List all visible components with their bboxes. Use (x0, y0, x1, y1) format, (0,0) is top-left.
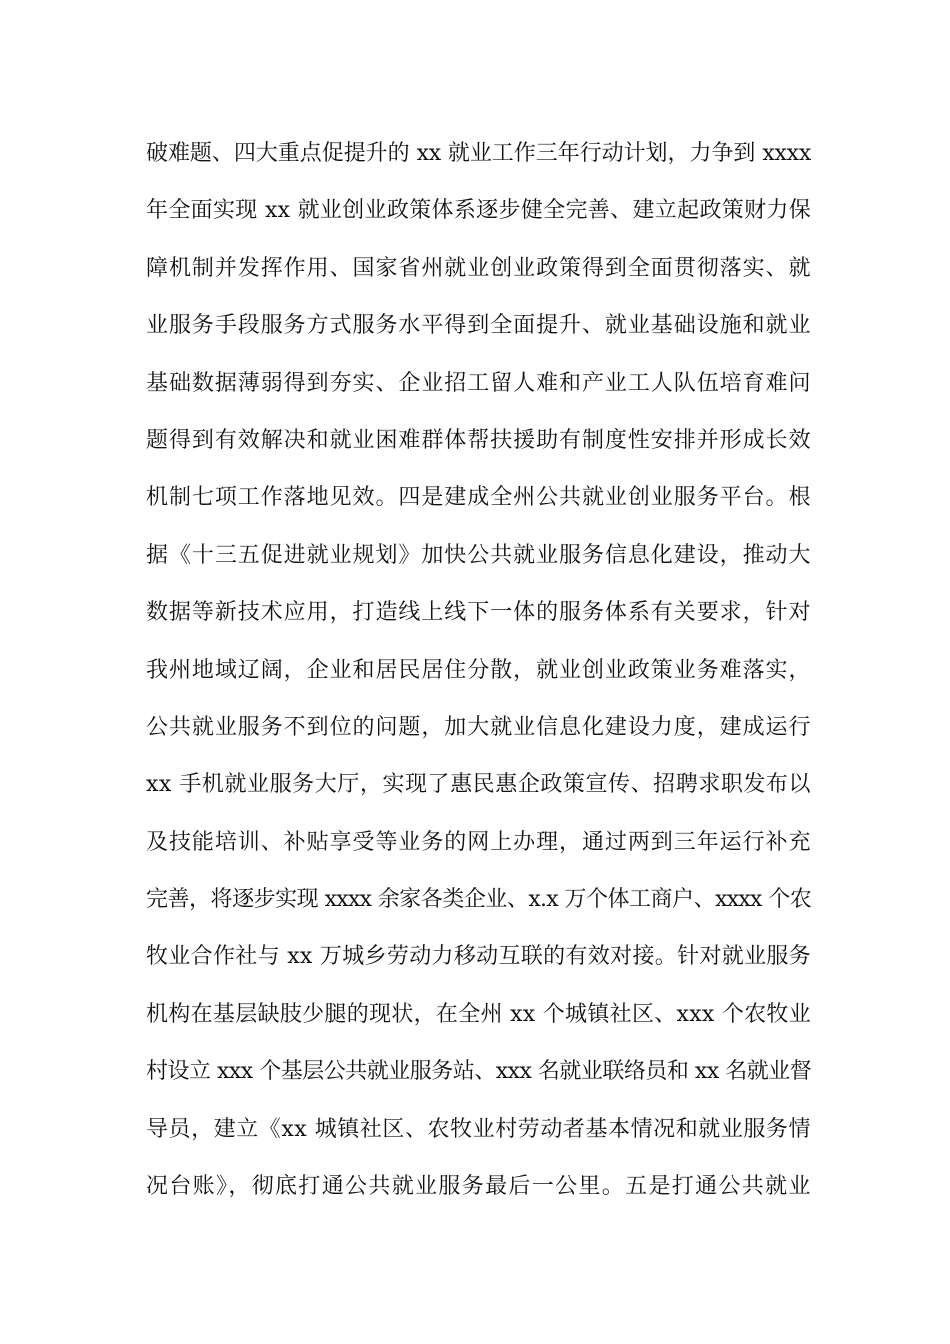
text-line-19: 况台账》，彻底打通公共就业服务最后一公里。五是打通公共就业 (146, 1174, 811, 1200)
text-line-10: 我州地域辽阔，企业和居民居住分散，就业创业政策业务难落实， (146, 657, 811, 683)
text-line-2: 年全面实现 xx 就业创业政策体系逐步健全完善、建立起政策财力保 (146, 198, 811, 224)
text-line-7: 机制七项工作落地见效。四是建成全州公共就业创业服务平台。根 (146, 485, 811, 511)
text-line-8: 据《十三五促进就业规划》加快公共就业服务信息化建设，推动大 (146, 542, 811, 568)
text-line-16: 机构在基层缺肢少腿的现状，在全州 xx 个城镇社区、xxx 个农牧业 (146, 1001, 811, 1027)
text-line-17: 村设立 xxx 个基层公共就业服务站、xxx 名就业联络员和 xx 名就业督 (146, 1059, 812, 1085)
text-line-15: 牧业合作社与 xx 万城乡劳动力移动互联的有效对接。针对就业服务 (146, 944, 811, 970)
text-line-9: 数据等新技术应用，打造线上线下一体的服务体系有关要求，针对 (146, 600, 811, 626)
body-text (146, 125, 811, 1215)
text-line-4: 业服务手段服务方式服务水平得到全面提升、就业基础设施和就业 (146, 313, 811, 339)
text-line-13: 及技能培训、补贴享受等业务的网上办理，通过两到三年运行补充 (146, 829, 811, 855)
text-line-1: 破难题、四大重点促提升的 xx 就业工作三年行动计划，力争到 xxxx (146, 141, 811, 166)
text-line-12: xx 手机就业服务大厅，实现了惠民惠企政策宣传、招聘求职发布以 (146, 772, 811, 798)
text-line-5: 基础数据薄弱得到夯实、企业招工留人难和产业工人队伍培育难问 (146, 370, 811, 396)
text-line-14: 完善，将逐步实现 xxxx 余家各类企业、x.x 万个体工商户、xxxx 个农 (146, 887, 811, 913)
text-line-6: 题得到有效解决和就业困难群体帮扶援助有制度性安排并形成长效 (146, 427, 811, 453)
text-line-3: 障机制并发挥作用、国家省州就业创业政策得到全面贯彻落实、就 (146, 255, 811, 281)
text-line-18: 导员，建立《xx 城镇社区、农牧业村劳动者基本情况和就业服务情 (146, 1116, 811, 1142)
text-line-11: 公共就业服务不到位的问题，加大就业信息化建设力度，建成运行 (146, 714, 811, 740)
